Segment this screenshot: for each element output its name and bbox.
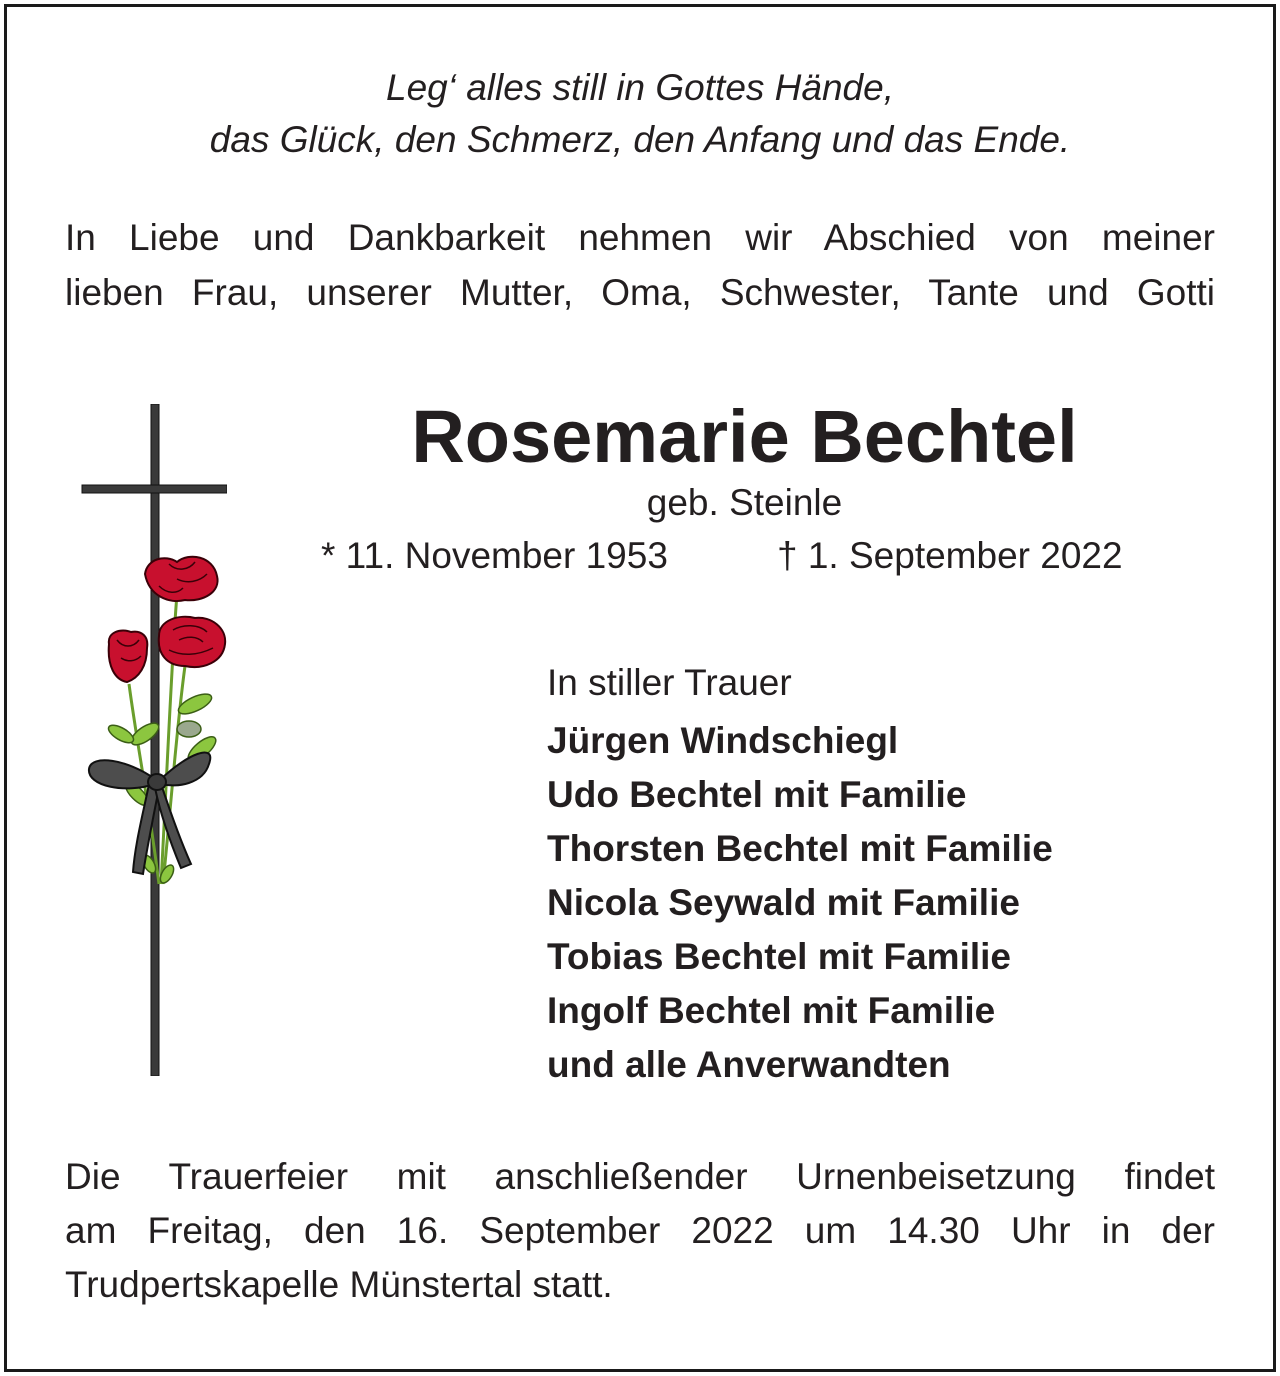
mourner-name: Ingolf Bechtel mit Familie: [547, 990, 996, 1031]
cross-with-roses-icon: [77, 404, 227, 1076]
mourner-name: Thorsten Bechtel mit Familie: [547, 828, 1053, 869]
service-line-2: am Freitag, den 16. September 2022 um 14.30 Uhr in der: [65, 1210, 1215, 1251]
obituary-card: [4, 4, 1276, 1372]
intro-line-2: lieben Frau, unserer Mutter, Oma, Schwester, Tante und Gotti: [65, 272, 1215, 313]
service-line-1: Die Trauerfeier mit anschließender Urnenbeisetzung findet: [65, 1156, 1215, 1197]
mourners-heading: In stiller Trauer: [547, 662, 792, 703]
mourner-name: und alle Anverwandten: [547, 1044, 951, 1085]
ribbon-icon: [89, 752, 210, 874]
birth-date: * 11. November 1953: [321, 535, 668, 576]
death-date: † 1. September 2022: [777, 535, 1123, 576]
verse-line-2: das Glück, den Schmerz, den Anfang und das Ende.: [209, 119, 1071, 160]
roses-icon: [106, 557, 225, 885]
intro-line-1: In Liebe und Dankbarkeit nehmen wir Abschied von meiner: [65, 217, 1215, 258]
service-line-3: Trudpertskapelle Münstertal statt.: [65, 1264, 613, 1305]
verse-line-1: Leg‘ alles still in Gottes Hände,: [386, 67, 894, 108]
mourner-name: Jürgen Windschiegl: [547, 720, 899, 761]
mourner-name: Tobias Bechtel mit Familie: [547, 936, 1011, 977]
mourner-name: Udo Bechtel mit Familie: [547, 774, 967, 815]
mourner-name: Nicola Seywald mit Familie: [547, 882, 1020, 923]
maiden-name: geb. Steinle: [646, 482, 843, 523]
deceased-name: Rosemarie Bechtel: [411, 395, 1078, 478]
